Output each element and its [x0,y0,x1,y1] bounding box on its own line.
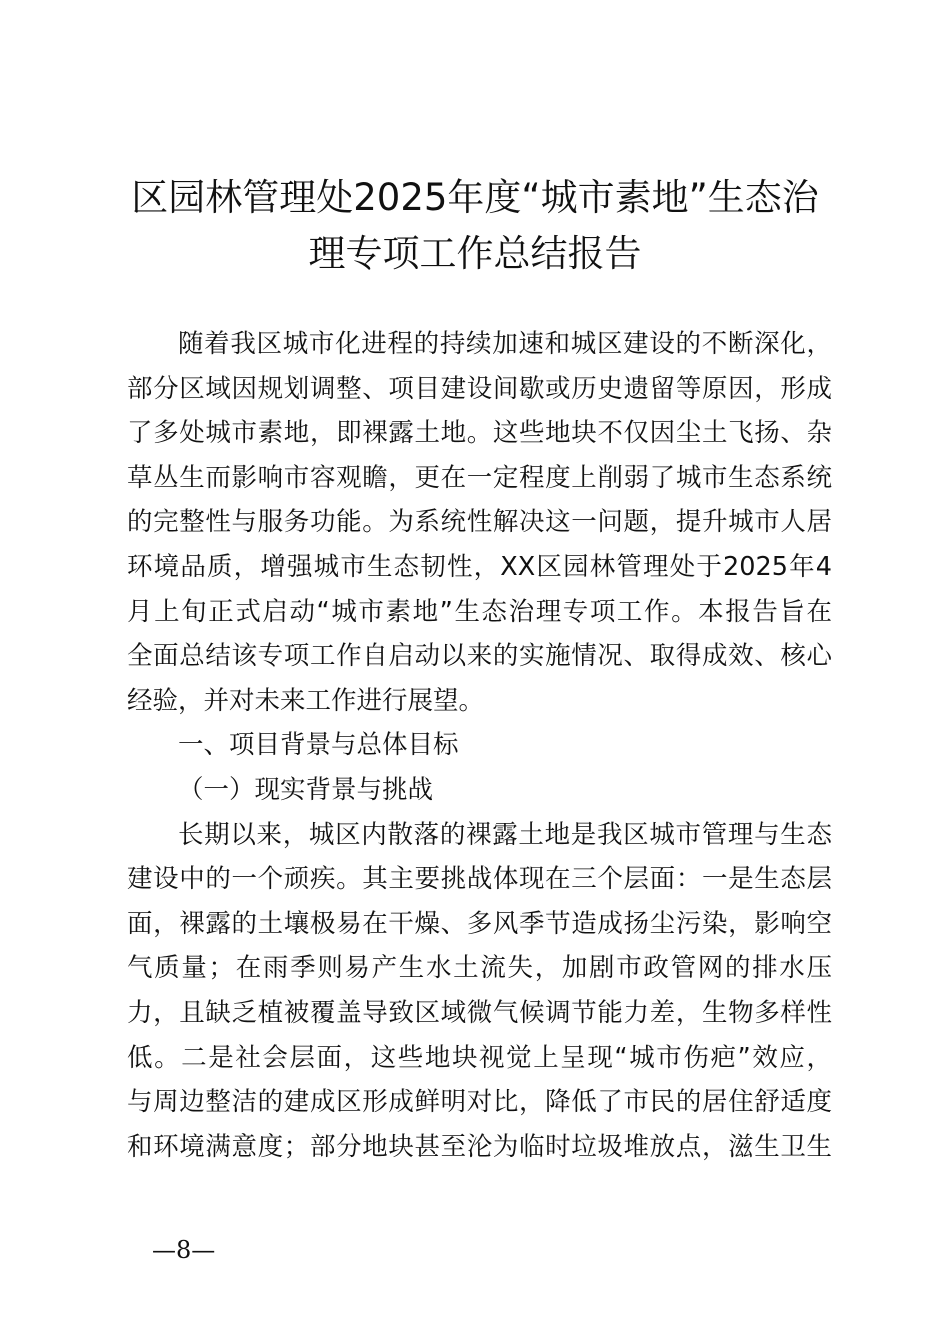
paragraph-line: 环境品质，增强城市生态韧性，XX区园林管理处于2025年4 [127,551,832,582]
paragraph-line: 部分区域因规划调整、项目建设间歇或历史遗留等原因，形成 [127,373,832,404]
paragraph-line: 面，裸露的土壤极易在干燥、多风季节造成扬尘污染，影响空 [127,908,832,939]
title-line-2: 理专项工作总结报告 [308,232,642,275]
document-title [120,170,830,282]
document-body [127,322,832,1169]
paragraph-line: 低。二是社会层面，这些地块视觉上呈现“城市伤疤”效应， [127,1042,832,1073]
paragraph-line: 和环境满意度；部分地块甚至沦为临时垃圾堆放点，滋生卫生 [127,1131,832,1162]
paragraph-line: 了多处城市素地，即裸露土地。这些地块不仅因尘土飞扬、杂 [127,418,832,449]
paragraph-line: 草丛生而影响市容观瞻，更在一定程度上削弱了城市生态系统 [127,462,832,493]
paragraph-line: 全面总结该专项工作自启动以来的实施情况、取得成效、核心 [127,641,832,672]
paragraph-line: 与周边整洁的建成区形成鲜明对比，降低了市民的居住舒适度 [127,1087,832,1118]
paragraph-line: 经验，并对未来工作进行展望。 [127,685,485,716]
paragraph-line: 月上旬正式启动“城市素地”生态治理专项工作。本报告旨在 [127,596,832,627]
paragraph-line: 建设中的一个顽疾。其主要挑战体现在三个层面：一是生态层 [127,864,832,895]
paragraph-line: 气质量；在雨季则易产生水土流失，加剧市政管网的排水压 [127,953,832,984]
paragraph-line: 的完整性与服务功能。为系统性解决这一问题，提升城市人居 [127,507,832,538]
paragraph-line: 长期以来，城区内散落的裸露土地是我区城市管理与生态 [178,819,832,850]
paragraph-line: 随着我区城市化进程的持续加速和城区建设的不断深化， [178,329,832,359]
section-heading: 一、项目背景与总体目标 [178,730,459,761]
subsection-heading: （一）现实背景与挑战 [178,774,434,805]
page-number: —8— [152,1236,216,1264]
title-line-1: 区园林管理处2025年度“城市素地”生态治 [131,176,819,219]
paragraph-line: 力，且缺乏植被覆盖导致区域微气候调节能力差，生物多样性 [127,997,832,1028]
